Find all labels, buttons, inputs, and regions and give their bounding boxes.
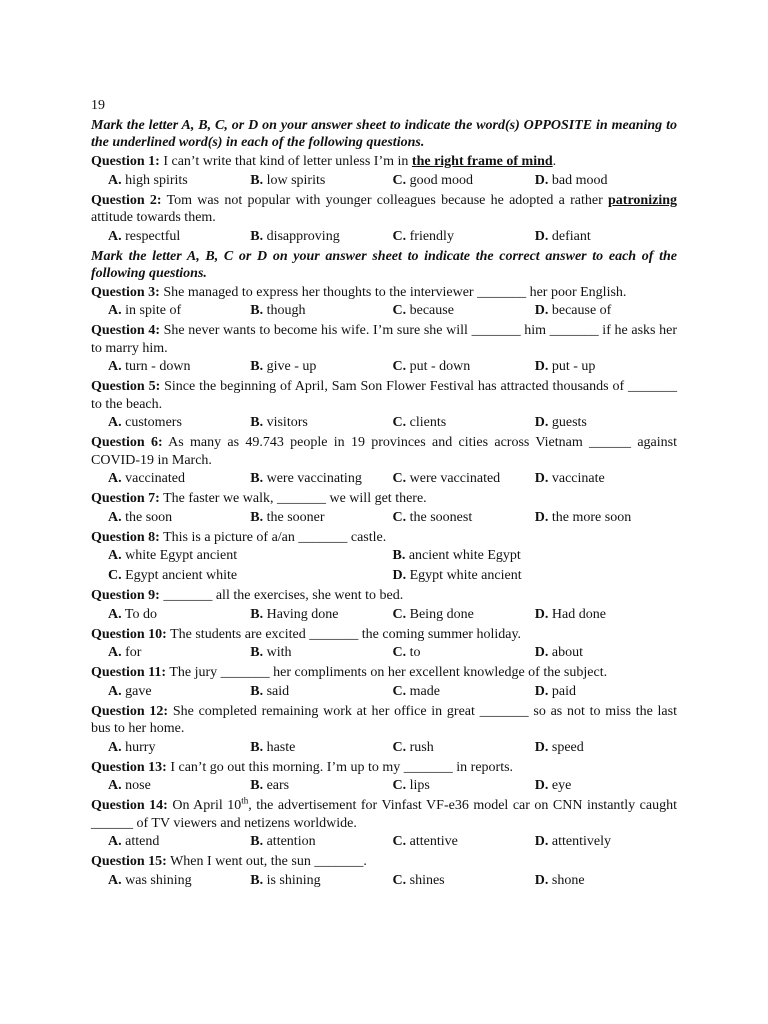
option-letter: B. [250,228,264,244]
option-letter: C. [392,471,407,486]
option-text: friendly [406,228,454,244]
question-stem [91,797,677,832]
question-stem [91,759,677,777]
option-letter: A. [108,683,122,699]
question-label: Question 1: [91,154,160,169]
answer-option [535,682,677,702]
option-letter: B. [250,303,264,318]
option-text: shines [406,872,445,888]
option-text: is shining [263,872,321,888]
question-text: I can’t write that kind of letter unless I’m in [159,154,412,169]
option-letter: D. [534,872,549,888]
option-text: vaccinate [548,471,605,486]
answer-option [393,605,535,625]
options-row [91,776,677,796]
option-letter: D. [534,228,549,244]
options-row [91,546,677,566]
options-row [91,738,677,758]
option-letter: C. [392,303,407,318]
answer-option [535,413,677,433]
answer-option [250,776,392,796]
option-text: ancient white Egypt [405,548,521,563]
answer-option [250,227,392,247]
option-letter: B. [250,872,264,888]
question-text: She managed to express her thoughts to the interviewer _______ her poor English. [159,284,627,300]
option-letter: D. [534,172,549,188]
option-text: hurry [121,739,156,755]
option-text: the soonest [406,509,473,525]
option-letter: C. [392,739,407,755]
question-label: Question 13: [91,759,167,775]
option-text: visitors [263,415,308,430]
question-text: _______ all the exercises, she went to bed. [159,588,404,603]
underlined-phrase: the right frame of mind [411,154,553,169]
option-text: the sooner [263,509,325,525]
answer-option [535,357,677,377]
option-letter: A. [108,739,122,755]
answer-option [393,301,535,321]
question-label: Question 11: [91,665,167,680]
answer-option [393,566,678,586]
answer-option [393,643,535,663]
option-letter: C. [392,645,407,660]
answer-option [535,643,677,663]
option-text: clients [406,415,447,430]
option-letter: C. [392,359,407,374]
option-text: give - up [263,359,317,374]
question-list [91,117,677,891]
question-text: , the advertisement for Vinfast VF-e36 model car on CNN instantly caught ______ of TV viewers and netizens worldwide. [91,798,677,831]
answer-option [250,171,392,191]
options-row [91,357,677,377]
option-text: with [263,645,292,660]
answer-option [250,605,392,625]
option-letter: D. [534,606,549,622]
answer-option [108,605,250,625]
option-letter: C. [108,568,122,583]
answer-option [535,469,677,489]
option-text: rush [406,739,434,755]
answer-option [108,738,250,758]
answer-option [535,776,677,796]
option-letter: D. [534,739,549,755]
option-letter: B. [250,606,264,622]
underlined-phrase: patronizing [608,192,677,208]
question-text: . [552,154,557,169]
answer-option [393,682,535,702]
answer-option [108,171,250,191]
option-text: for [121,645,142,660]
options-row [91,605,677,625]
question-text: The jury _______ her compliments on her excellent knowledge of the subject. [166,665,608,680]
answer-option [535,871,677,891]
option-letter: D. [534,471,549,486]
option-text: the more soon [548,509,632,525]
option-letter: B. [250,359,264,374]
options-row [91,469,677,489]
answer-option [250,357,392,377]
answer-option [108,413,250,433]
question-stem [91,434,677,469]
options-row [91,871,677,891]
option-text: vaccinated [121,471,185,486]
option-text: because [406,303,454,318]
question-label: Question 9: [91,588,160,603]
answer-option [250,469,392,489]
answer-option [250,301,392,321]
question-text: This is a picture of a/an _______ castle. [159,529,387,545]
options-row [91,413,677,433]
option-letter: D. [534,778,549,793]
answer-option [535,301,677,321]
option-text: bad mood [548,172,608,188]
option-text: in spite of [121,303,182,318]
option-text: about [548,645,583,660]
answer-option [250,738,392,758]
option-text: haste [263,739,296,755]
option-text: high spirits [121,172,188,188]
answer-option [393,546,678,566]
answer-option [393,357,535,377]
option-letter: A. [108,645,122,660]
option-text: were vaccinating [263,471,362,486]
question-label: Question 7: [91,491,160,506]
answer-option [108,832,250,852]
question-stem [91,192,677,227]
answer-option [535,227,677,247]
question-label: Question 8: [91,529,160,545]
option-letter: A. [108,172,122,188]
question-text: When I went out, the sun _______. [166,854,367,869]
option-letter: C. [392,606,407,622]
option-letter: A. [108,872,122,888]
option-letter: C. [392,228,407,244]
options-row [91,566,677,586]
question-text: The faster we walk, _______ we will get there. [159,491,427,506]
answer-option [108,357,250,377]
option-text: To do [121,606,157,622]
option-letter: B. [250,834,264,849]
question-stem [91,378,677,413]
option-letter: B. [250,645,264,660]
answer-option [535,832,677,852]
answer-option [393,776,535,796]
options-row [91,301,677,321]
question-text: Tom was not popular with younger colleagues because he adopted a rather [161,192,609,208]
option-text: turn - down [121,359,191,374]
answer-option [393,469,535,489]
option-text: good mood [406,172,474,188]
answer-option [108,469,250,489]
answer-option [108,301,250,321]
options-row [91,643,677,663]
option-text: though [263,303,306,318]
question-stem [91,529,677,547]
answer-option [250,413,392,433]
option-letter: A. [108,228,122,244]
option-text: attention [263,834,316,849]
answer-option [393,738,535,758]
option-letter: C. [392,834,407,849]
answer-option [535,605,677,625]
answer-option [393,227,535,247]
option-letter: A. [108,834,122,849]
answer-option [535,171,677,191]
answer-option [535,738,677,758]
option-letter: C. [392,415,407,430]
option-text: guests [548,415,587,430]
question-label: Question 3: [91,284,160,300]
option-text: were vaccinated [406,471,501,486]
question-label: Question 15: [91,854,167,869]
option-text: was shining [121,872,192,888]
question-stem [91,587,677,605]
option-letter: A. [108,415,122,430]
option-letter: C. [392,509,407,525]
answer-option [535,508,677,528]
answer-option [108,682,250,702]
options-row [91,508,677,528]
question-label: Question 10: [91,626,167,642]
question-stem [91,322,677,357]
options-row [91,171,677,191]
option-letter: A. [108,778,122,793]
option-text: said [263,683,290,699]
question-text: On April 10 [167,798,242,813]
option-text: defiant [548,228,591,244]
answer-option [108,776,250,796]
option-text: respectful [121,228,181,244]
question-label: Question 12: [91,703,169,719]
question-stem [91,703,677,738]
option-text: attentive [406,834,458,849]
answer-option [250,682,392,702]
option-letter: D. [534,645,549,660]
option-text: customers [121,415,182,430]
answer-option [393,508,535,528]
option-letter: C. [392,778,407,793]
option-letter: A. [108,359,122,374]
question-text: She never wants to become his wife. I’m sure she will _______ him _______ if he asks her to marry him. [91,323,677,356]
option-text: ears [263,778,290,793]
option-text: gave [121,683,152,699]
question-text: The students are excited _______ the coming summer holiday. [166,626,522,642]
option-text: attentively [548,834,611,849]
option-letter: A. [108,548,122,563]
option-text: because of [548,303,612,318]
option-text: low spirits [263,172,326,188]
section-instruction: Mark the letter A, B, C or D on your answer sheet to indicate the correct answer to each of the following questions. [91,248,677,281]
option-text: lips [406,778,430,793]
option-letter: D. [534,509,549,525]
question-stem [91,153,677,171]
option-letter: C. [392,872,407,888]
option-text: speed [548,739,584,755]
option-letter: B. [250,415,264,430]
option-text: Had done [548,606,606,622]
answer-option [393,832,535,852]
option-text: Having done [263,606,339,622]
answer-option [250,508,392,528]
question-stem [91,626,677,644]
question-stem [91,664,677,682]
options-row [91,832,677,852]
page-number: 19 [91,98,105,113]
question-stem [91,284,677,302]
answer-option [250,871,392,891]
option-letter: B. [250,172,264,188]
exam-page [91,96,677,891]
answer-option [108,871,250,891]
option-text: disapproving [263,228,340,244]
answer-option [108,643,250,663]
answer-option [393,171,535,191]
question-label: Question 14: [91,798,168,813]
option-text: put - down [406,359,471,374]
option-text: white Egypt ancient [121,548,238,563]
option-text: shone [548,872,585,888]
answer-option [108,227,250,247]
answer-option [250,643,392,663]
option-text: Egypt ancient white [121,568,238,583]
option-letter: B. [250,739,264,755]
question-stem [91,490,677,508]
superscript: th [241,795,249,806]
option-letter: D. [534,415,549,430]
answer-option [393,871,535,891]
option-text: paid [548,683,576,699]
question-label: Question 2: [91,192,162,208]
option-letter: B. [250,509,264,525]
option-text: eye [548,778,572,793]
option-text: Egypt white ancient [406,568,522,583]
answer-option [393,413,535,433]
option-text: nose [121,778,151,793]
option-letter: A. [108,303,122,318]
option-text: the soon [121,509,173,525]
option-text: Being done [406,606,474,622]
question-label: Question 6: [91,435,163,450]
option-letter: D. [534,683,549,699]
option-letter: A. [108,509,122,525]
answer-option [250,832,392,852]
options-row [91,682,677,702]
option-letter: D. [534,834,549,849]
question-text: She completed remaining work at her office in great _______ so as not to miss the last bus to her home. [91,703,677,736]
option-text: made [406,683,440,699]
option-letter: B. [392,548,406,563]
section-instruction: Mark the letter A, B, C, or D on your answer sheet to indicate the word(s) OPPOSITE in meaning to the underlined word(s) in each of the following questions. [91,118,677,150]
question-text: attitude towards them. [91,210,216,225]
option-letter: B. [250,471,264,486]
option-letter: C. [392,172,407,188]
option-letter: B. [250,683,264,699]
option-text: to [406,645,421,660]
option-text: put - up [548,359,596,374]
option-letter: A. [108,606,122,622]
question-label: Question 4: [91,323,160,338]
option-text: attend [121,834,160,849]
option-letter: D. [534,303,549,318]
option-letter: A. [108,471,122,486]
option-letter: D. [392,568,407,583]
option-letter: B. [250,778,264,793]
question-text: Since the beginning of April, Sam Son Flower Festival has attracted thousands of _______ to the beach. [91,379,677,412]
question-text: I can’t go out this morning. I’m up to my _______ in reports. [166,759,514,775]
answer-option [108,508,250,528]
option-letter: C. [392,683,407,699]
question-label: Question 5: [91,379,161,394]
question-text: As many as 49.743 people in 19 provinces and cities across Vietnam ______ against COVID-19 in March. [91,435,677,468]
answer-option [108,546,393,566]
question-stem [91,853,677,871]
options-row [91,227,677,247]
option-letter: D. [534,359,549,374]
answer-option [108,566,393,586]
